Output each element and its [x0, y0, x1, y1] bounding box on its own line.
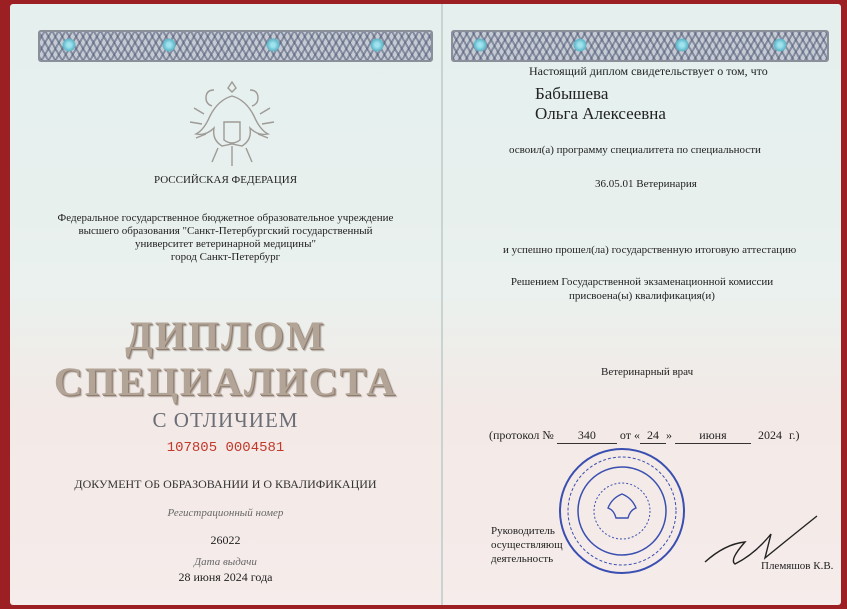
diploma-left-page [10, 4, 441, 605]
registration-label: Регистрационный номер [167, 507, 284, 519]
document-type: ДОКУМЕНТ ОБ ОБРАЗОВАНИИ И О КВАЛИФИКАЦИИ [74, 477, 377, 491]
intro-text: Настоящий диплом свидетельствует о том, что [529, 64, 768, 78]
serial-number: 107805 0004581 [166, 440, 285, 456]
head-title [491, 524, 563, 566]
diploma-subtitle: СПЕЦИАЛИСТА [53, 359, 398, 404]
country-label: РОССИЙСКАЯ ФЕДЕРАЦИЯ [153, 174, 298, 186]
security-band [38, 30, 433, 62]
official-seal-icon [557, 446, 687, 576]
head-title-line: Руководитель [491, 525, 555, 537]
institution-line: Федеральное государственное бюджетное образовательное учреждение [57, 212, 394, 224]
specialty: 36.05.01 Ветеринария [595, 178, 697, 190]
honors-label: С ОТЛИЧИЕМ [152, 408, 299, 432]
institution-line: высшего образования "Санкт-Петербургский государственный [78, 225, 373, 237]
protocol-close-quote: » [665, 428, 672, 442]
protocol-year: 2024 [757, 428, 782, 442]
institution-name [10, 212, 441, 264]
issue-date: 28 июня 2024 года [178, 570, 273, 584]
diploma-right-page [443, 4, 841, 605]
head-title-line: осуществляющ [491, 539, 563, 551]
protocol-line [489, 428, 800, 444]
protocol-from: от « [619, 428, 640, 442]
protocol-suffix: г.) [788, 428, 800, 442]
diploma-title: ДИПЛОМ [125, 313, 326, 358]
graduate-surname: Бабышева [535, 84, 609, 103]
security-band [451, 30, 829, 62]
coat-of-arms-icon [184, 74, 280, 174]
protocol-number: 340 [557, 428, 617, 444]
protocol-prefix: (протокол № [489, 428, 554, 442]
attestation-text: и успешно прошел(ла) государственную итоговую аттестацию [503, 244, 797, 256]
qualification-assigned-text: присвоена(ы) квалификация(и) [569, 290, 715, 302]
protocol-month: июня [675, 428, 751, 444]
qualification: Ветеринарный врач [601, 366, 694, 378]
commission-decision: Решением Государственной экзаменационной комиссии [510, 276, 774, 288]
graduate-given-names: Ольга Алексеевна [535, 104, 666, 123]
signatory-name: Племяшов К.В. [761, 560, 834, 572]
institution-line: университет ветеринарной медицины" [135, 238, 316, 250]
issue-date-label: Дата выдачи [194, 556, 257, 568]
program-text: освоил(а) программу специалитета по специальности [509, 144, 761, 156]
head-title-line: деятельность [491, 553, 554, 565]
protocol-day: 24 [640, 428, 666, 444]
institution-line: город Санкт-Петербург [170, 251, 281, 263]
registration-number: 26022 [210, 533, 241, 547]
